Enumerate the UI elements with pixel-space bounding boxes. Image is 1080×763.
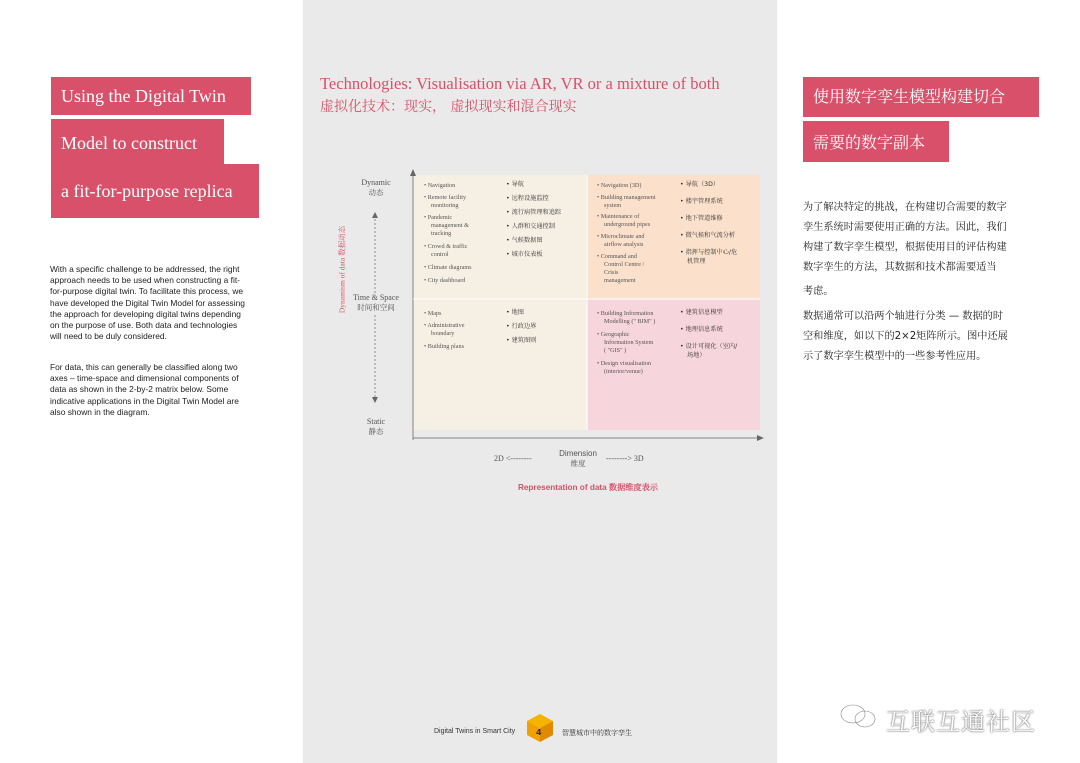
quad-item: 场地） <box>687 352 706 359</box>
quad-item: Crisis <box>604 269 619 276</box>
text-line: axes – time-space and dimensional components of <box>50 373 239 384</box>
text-line: for-purpose digital twin. To facilitate this process, we <box>50 286 244 297</box>
text-line: data as shown in the 2-by-2 matrix below. Some <box>50 384 229 395</box>
static-en: Static <box>366 417 386 426</box>
y-axis-timespace-label <box>346 293 406 313</box>
quad-item: • 地理信息系统 <box>680 326 723 334</box>
quad-item: • 微气候和气流分析 <box>680 232 735 240</box>
quad-item: • 地图 <box>506 309 524 317</box>
quad-item: • 楼宇管理系统 <box>680 198 723 206</box>
quad-item: • Maintenance of <box>597 213 639 221</box>
quad-item: • Crowd & traffic <box>424 243 467 251</box>
quad-item: system <box>604 202 622 209</box>
quad-item: • 远程设施监控 <box>506 195 549 203</box>
quad-item: • 行政边界 <box>506 323 536 331</box>
text-line: 考虑。 <box>803 286 834 297</box>
y-axis-title: Dynamism of data 数据动态 <box>337 225 347 314</box>
quad-item: • Climate diagrams <box>424 264 472 272</box>
text-line: will need to be duly considered. <box>50 331 167 342</box>
quad-item: • 流行病管理和追踪 <box>506 209 561 217</box>
quad-item: management & <box>431 222 469 229</box>
x-axis-dimension-label <box>552 449 604 469</box>
text-line: 为了解决特定的挑战，在构建切合需要的数字 <box>803 202 1007 213</box>
quad-item: Information System <box>604 339 654 346</box>
quad-item: • Administrative <box>424 322 465 330</box>
quad-item: • 导航（3D） <box>680 181 719 189</box>
static-cn: 静态 <box>368 427 384 436</box>
quad-item: • 建筑信息模型 <box>680 309 723 317</box>
text-line: With a specific challenge to be addressed, the right <box>50 264 240 274</box>
dimension-cn: 维度 <box>570 459 586 468</box>
left-title-line-1: Using the Digital Twin <box>51 77 251 115</box>
text-line: 空和维度，如以下的2×2矩阵所示。图中还展 <box>803 331 1008 342</box>
left-title-line-2: Model to construct <box>51 119 224 164</box>
quad-item: • Building Information <box>597 310 653 318</box>
footer-right-text: 智慧城市中的数字孪生 <box>562 729 632 737</box>
technologies-subtitle: 虚拟化技术：现实， 虚拟现实和混合现实 <box>320 99 577 115</box>
text-line: 示了数字孪生模型中的一些参考性应用。 <box>803 351 987 362</box>
text-line: have developed the Digital Twin Model for assessing <box>50 297 245 308</box>
text-line: 数据通常可以沿两个轴进行分类 — 数据的时 <box>803 311 1004 322</box>
dynamic-en: Dynamic <box>361 178 391 187</box>
quad-item: Modelling (" BIM" ) <box>604 318 656 325</box>
quad-item: • 气候数据图 <box>506 237 543 245</box>
quad-item: management <box>604 277 636 284</box>
text-line: on the purpose of use. Both data and technologies <box>50 320 238 331</box>
x-axis-title: Representation of data 数据维度表示 <box>517 483 659 492</box>
right-paragraph-2 <box>803 307 1038 367</box>
quad-item: • 地下管道维修 <box>680 215 723 223</box>
timespace-en: Time & Space <box>353 293 399 302</box>
quad-item: Control Centre / <box>604 261 645 268</box>
y-axis-static-label <box>356 417 396 437</box>
left-paragraph-2 <box>50 362 272 418</box>
quad-item: ( "GIS" ) <box>604 347 627 354</box>
technologies-title: Technologies: Visualisation via AR, VR or a mixture of both <box>320 74 720 93</box>
y-axis-dynamic-label <box>356 178 396 198</box>
quad-item: • Remote facility <box>424 194 466 202</box>
page-number: 4 <box>536 728 542 737</box>
quad-item: control <box>431 251 449 258</box>
quad-item: • Pandemic <box>424 214 452 222</box>
x-axis-2d-label: 2D <-------- <box>494 454 532 463</box>
text-line: approach needs to be used when constructing a fit- <box>50 275 240 286</box>
quad-item: 机管理 <box>687 258 706 265</box>
quad-item: tracking <box>431 230 452 237</box>
timespace-cn: 时间和空间 <box>357 303 395 312</box>
wechat-icon <box>838 702 880 730</box>
text-line: 数字孪生的方法，其数据和技术都需要适当 <box>803 262 997 273</box>
quad-item: boundary <box>431 330 455 337</box>
right-paragraph-1 <box>803 198 1038 302</box>
text-line: the approach for developing digital twins depending <box>50 308 241 319</box>
quad-item: • Design visualisation <box>597 360 651 368</box>
quad-item: • Command and <box>597 253 637 261</box>
quad-item: • 建筑图则 <box>506 337 536 345</box>
left-paragraph-1 <box>50 264 272 342</box>
quad-item: • 城市仪表板 <box>506 251 543 259</box>
dimension-en: Dimension <box>559 449 597 458</box>
quad-item: • Building management <box>597 194 656 202</box>
dynamic-cn: 动态 <box>368 188 384 197</box>
quad-item: • Navigation (3D) <box>597 182 641 190</box>
quad-item: • Maps <box>424 310 441 318</box>
x-axis-3d-label: --------> 3D <box>606 454 644 463</box>
quad-item: • Microclimate and <box>597 233 645 241</box>
watermark-text: 互联互通社区 <box>886 708 1036 736</box>
text-line: indicative applications in the Digital Twin Model are <box>50 395 239 406</box>
quad-item: • 人群和交通控制 <box>506 223 555 231</box>
quad-item: • Navigation <box>424 182 455 190</box>
quad-item: airflow analysis <box>604 241 644 248</box>
quad-item: • 设计可视化（室内/ <box>680 343 737 351</box>
text-line: For data, this can generally be classified along two <box>50 362 238 372</box>
quad-item: • Geographic <box>597 331 630 339</box>
footer-left-text: Digital Twins in Smart City <box>434 728 516 735</box>
text-line: also shown in the diagram. <box>50 406 150 417</box>
quad-item: • 指挥与控制中心/危 <box>680 249 737 257</box>
text-line: 构建了数字孪生模型，根据使用目的评估构建 <box>803 242 1007 253</box>
text-line: 孪生系统时需要使用正确的方法。因此，我们 <box>803 222 1007 233</box>
right-title-line-1: 使用数字孪生模型构建切合 <box>803 77 1039 117</box>
quad-item: (interior/venue) <box>604 368 643 375</box>
right-title-line-2: 需要的数字副本 <box>803 121 949 162</box>
quad-item: • Building plans <box>424 343 464 351</box>
quad-item: monitoring <box>431 202 459 209</box>
quad-item: • City dashboard <box>424 277 465 285</box>
quad-item: underground pipes <box>604 221 651 228</box>
quad-item: • 导航 <box>506 181 524 189</box>
left-title-line-3: a fit-for-purpose replica <box>51 164 259 218</box>
